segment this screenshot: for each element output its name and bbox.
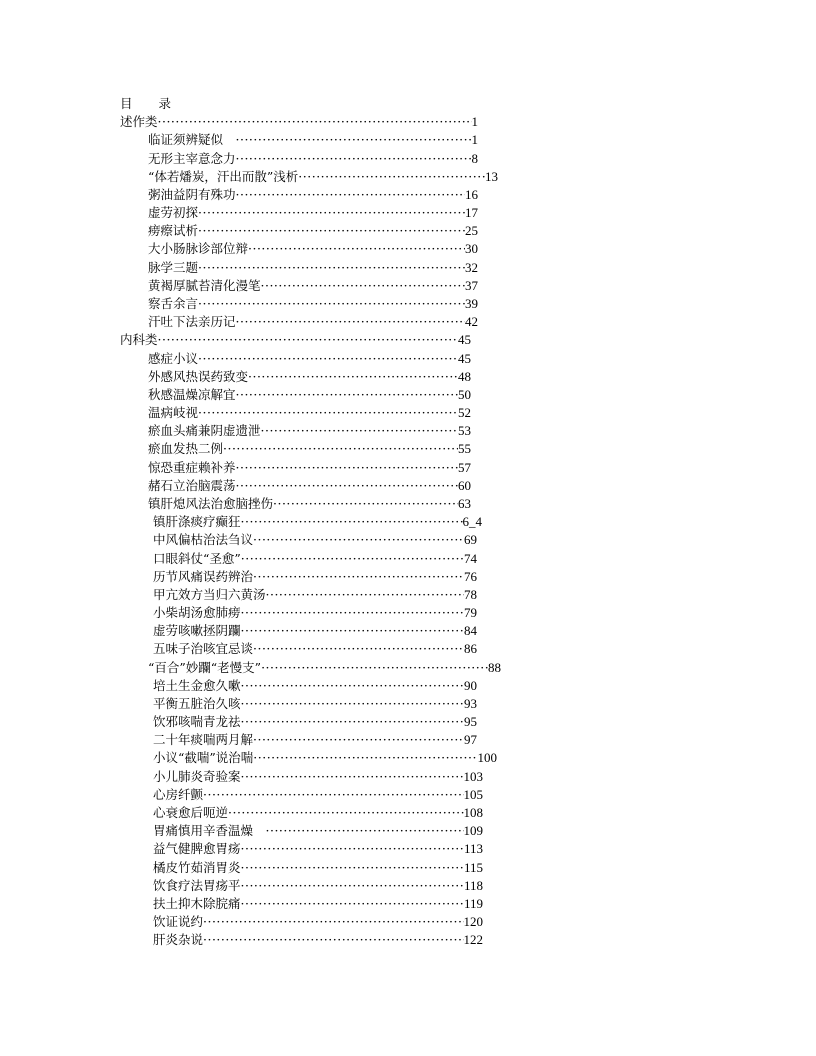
entry-title: 心房纤颤 — [153, 786, 204, 802]
dot-leader — [241, 695, 464, 713]
entry-page: 113 — [463, 841, 483, 857]
entry-title: 瘀血头痛兼阴虚遗泄 — [148, 423, 261, 439]
toc-entry — [153, 786, 483, 804]
toc-entry — [153, 550, 477, 568]
dot-leader — [236, 477, 458, 495]
entry-page: 120 — [463, 914, 483, 930]
toc-entry — [148, 150, 478, 168]
entry-title: 二十年痰喘两月解 — [153, 732, 254, 748]
entry-title: 饮证说约 — [153, 914, 204, 930]
dot-leader — [236, 459, 458, 477]
dot-leader — [198, 259, 465, 277]
toc-entry — [153, 804, 483, 822]
entry-page: 60 — [458, 477, 471, 493]
dot-leader — [241, 677, 464, 695]
toc-heading-left: 目 — [120, 96, 133, 111]
entry-title: 五味子治咳宜忌谈 — [153, 641, 254, 657]
entry-title: 赭石立治脑震荡 — [148, 477, 236, 493]
toc-entry — [148, 295, 478, 313]
dot-leader — [241, 877, 464, 895]
entry-page: 86 — [464, 641, 477, 657]
entry-title: 镇肝熄风法治愈脑挫伤 — [148, 495, 274, 511]
toc-entry — [153, 913, 483, 931]
entry-page: 17 — [465, 205, 478, 221]
entry-title: 饮邪咳喘青龙祛 — [153, 714, 241, 730]
entry-page: 16 — [465, 186, 478, 202]
entry-title: 外感风热误药致变 — [148, 368, 249, 384]
toc-entry — [153, 768, 483, 786]
dot-leader — [198, 204, 465, 222]
entry-title: 惊恐重症赖补养 — [148, 459, 236, 475]
entry-page: 6_4 — [462, 514, 482, 530]
toc-heading-right: 录 — [158, 96, 172, 111]
entry-title: 临证须辨疑似 — [148, 132, 236, 148]
toc-entry — [153, 604, 477, 622]
dot-leader — [298, 168, 485, 186]
toc-entry — [153, 531, 477, 549]
dot-leader — [241, 840, 464, 858]
entry-title: 饮食疗法胃疡平 — [153, 877, 241, 893]
entry-page: 30 — [465, 241, 478, 257]
entry-title: 口眼斜仗“圣愈” — [153, 550, 241, 566]
entry-page: 105 — [463, 786, 483, 802]
entry-page: 1 — [471, 114, 478, 130]
toc-entry — [148, 259, 478, 277]
entry-page: 103 — [463, 768, 483, 784]
dot-leader — [261, 277, 465, 295]
entry-page: 53 — [458, 423, 471, 439]
dot-leader — [241, 895, 464, 913]
toc-entry — [148, 368, 471, 386]
entry-title: 大小肠脉诊部位辩 — [148, 241, 249, 257]
entry-page: 100 — [477, 750, 497, 766]
entry-page: 52 — [458, 405, 471, 421]
dot-leader — [158, 113, 472, 131]
toc-entry — [153, 895, 483, 913]
toc-entry — [148, 313, 478, 331]
dot-leader — [241, 622, 464, 640]
toc-entry — [153, 877, 483, 895]
entry-title: 痨瘵试析 — [148, 223, 199, 239]
dot-leader — [203, 913, 463, 931]
dot-leader — [241, 713, 464, 731]
dot-leader — [228, 804, 463, 822]
entry-title: 无形主宰意念力 — [148, 150, 236, 166]
entry-title: 脉学三题 — [148, 259, 199, 275]
toc-entry — [148, 186, 478, 204]
toc-entry — [148, 422, 471, 440]
toc-entry — [148, 168, 498, 186]
entry-page: 55 — [458, 441, 471, 457]
entry-title: 汗吐下法亲历记 — [148, 314, 236, 330]
entry-title: 虚劳咳嗽拯阴躝 — [153, 623, 241, 639]
entry-title: 肝炎杂说 — [153, 932, 204, 948]
toc-entry — [148, 477, 471, 495]
dot-leader — [273, 495, 458, 513]
entry-title: 历节风痛误药辨治 — [153, 568, 254, 584]
entry-title: 平衡五脏治久咳 — [153, 695, 241, 711]
entry-page: 37 — [465, 277, 478, 293]
entry-title: 镇肝涤痰疗癫狂 — [153, 514, 241, 530]
entry-title: 感症小议 — [148, 350, 199, 366]
entry-page: 78 — [464, 586, 477, 602]
toc-entry — [153, 931, 483, 949]
toc-entry — [148, 404, 471, 422]
entry-title: 察舌余言 — [148, 295, 199, 311]
dot-leader — [236, 150, 472, 168]
entry-page: 39 — [465, 295, 478, 311]
dot-leader — [241, 513, 463, 531]
entry-page: 119 — [463, 895, 483, 911]
dot-leader — [253, 749, 477, 767]
toc-entry — [148, 204, 478, 222]
entry-title: “体若燔炭，汗出而散”浅析 — [148, 168, 299, 184]
dot-leader — [236, 186, 465, 204]
entry-title: 述作类 — [120, 114, 158, 130]
entry-page: 50 — [458, 386, 471, 402]
entry-title: 瘀血发热二例 — [148, 441, 224, 457]
entry-page: 118 — [463, 877, 483, 893]
toc-entry — [153, 695, 477, 713]
dot-leader — [158, 331, 458, 349]
entry-page: 42 — [465, 314, 478, 330]
entry-title: 培土生金愈久嗽 — [153, 677, 241, 693]
toc-entry — [148, 459, 471, 477]
dot-leader — [241, 550, 464, 568]
toc-entry — [148, 240, 478, 258]
toc-entry — [148, 495, 471, 513]
toc-entry — [153, 840, 483, 858]
toc-entry — [153, 677, 477, 695]
entry-title: 温病岐视 — [148, 405, 199, 421]
entry-page: 63 — [458, 495, 471, 511]
entry-page: 88 — [488, 659, 501, 675]
entry-page: 95 — [464, 714, 477, 730]
dot-leader — [266, 822, 464, 840]
entry-page: 8 — [471, 150, 478, 166]
dot-leader — [236, 386, 458, 404]
dot-leader — [223, 440, 458, 458]
toc-entry — [153, 622, 477, 640]
dot-leader — [261, 659, 488, 677]
entry-title: 秋感温燥凉解宜 — [148, 386, 236, 402]
entry-page: 69 — [464, 532, 477, 548]
dot-leader — [266, 586, 464, 604]
toc-section-entry — [120, 331, 471, 349]
entry-title: 扶土抑木除脘痛 — [153, 895, 241, 911]
dot-leader — [236, 313, 465, 331]
entry-page: 1 — [471, 132, 478, 148]
entry-page: 45 — [458, 332, 471, 348]
toc-entry — [153, 731, 477, 749]
toc-entry — [153, 749, 497, 767]
dot-leader — [253, 568, 464, 586]
toc-entry — [153, 713, 477, 731]
dot-leader — [253, 531, 464, 549]
entry-title: 橘皮竹茹消胃炎 — [153, 859, 241, 875]
entry-title: 小儿肺炎奇验案 — [153, 768, 241, 784]
toc-entry — [148, 350, 471, 368]
toc-entry — [148, 222, 478, 240]
entry-page: 109 — [463, 823, 483, 839]
entry-title: 粥油益阴有殊功 — [148, 186, 236, 202]
entry-page: 79 — [464, 605, 477, 621]
entry-page: 84 — [464, 623, 477, 639]
entry-title: 甲亢效方当归六黄汤 — [153, 586, 266, 602]
entry-page: 115 — [463, 859, 483, 875]
dot-leader — [261, 422, 458, 440]
entry-page: 48 — [458, 368, 471, 384]
toc-entry — [153, 822, 483, 840]
toc-entry — [148, 659, 501, 677]
entry-page: 108 — [463, 805, 483, 821]
entry-page: 74 — [464, 550, 477, 566]
toc-entry — [153, 513, 482, 531]
dot-leader — [203, 931, 463, 949]
toc-entry — [148, 277, 478, 295]
entry-title: 内科类 — [120, 332, 158, 348]
dot-leader — [198, 295, 465, 313]
entry-page: 93 — [464, 695, 477, 711]
entry-title: 黄褐厚腻苔清化漫笔 — [148, 277, 261, 293]
entry-page: 76 — [464, 568, 477, 584]
toc-entry — [148, 131, 478, 149]
entry-page: 45 — [458, 350, 471, 366]
entry-title: 中风偏枯治法刍议 — [153, 532, 254, 548]
dot-leader — [248, 368, 458, 386]
entry-page: 90 — [464, 677, 477, 693]
dot-leader — [241, 768, 464, 786]
entry-page: 13 — [485, 168, 498, 184]
entry-page: 57 — [458, 459, 471, 475]
dot-leader — [198, 404, 458, 422]
toc-section-entry — [120, 113, 478, 131]
entry-title: 胃痛慎用辛香温燥 — [153, 823, 266, 839]
entry-title: 小议“截喘”说治喘 — [153, 750, 254, 766]
dot-leader — [248, 240, 465, 258]
dot-leader — [203, 786, 463, 804]
toc-entry — [148, 440, 471, 458]
dot-leader — [253, 731, 464, 749]
toc-heading — [120, 95, 171, 113]
entry-page: 122 — [463, 932, 483, 948]
dot-leader — [236, 131, 472, 149]
toc-entry — [153, 640, 477, 658]
entry-title: 虚劳初探 — [148, 205, 199, 221]
entry-page: 32 — [465, 259, 478, 275]
entry-title: “百合”妙躝“老慢支” — [148, 659, 262, 675]
dot-leader — [198, 350, 458, 368]
entry-page: 25 — [465, 223, 478, 239]
entry-title: 小柴胡汤愈肺痨 — [153, 605, 241, 621]
entry-title: 心衰愈后呃逆 — [153, 805, 229, 821]
toc-entry — [148, 386, 471, 404]
dot-leader — [253, 640, 464, 658]
toc-entry — [153, 568, 477, 586]
dot-leader — [241, 859, 464, 877]
dot-leader — [241, 604, 464, 622]
entry-title: 益气健脾愈胃疡 — [153, 841, 241, 857]
toc-entry — [153, 859, 483, 877]
dot-leader — [198, 222, 465, 240]
toc-entry — [153, 586, 477, 604]
entry-page: 97 — [464, 732, 477, 748]
